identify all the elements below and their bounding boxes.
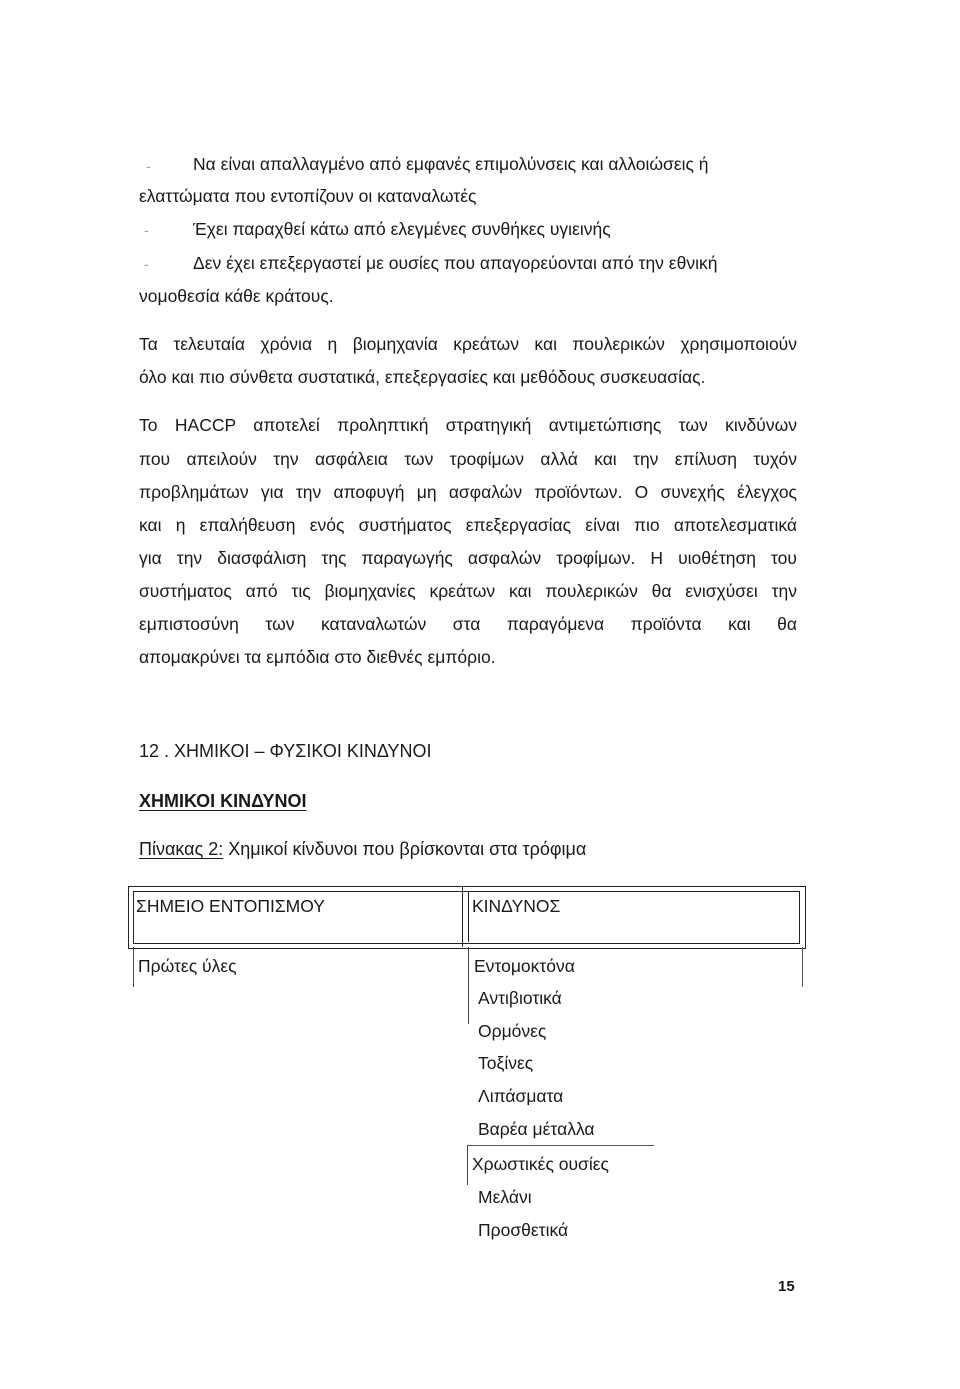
table-divider [468,891,469,942]
table-caption-label: Πίνακας 2: [139,839,224,859]
page-number: 15 [778,1278,795,1295]
table-column-divider [468,947,469,1024]
paragraph-line: Τα τελευταία χρόνια η βιομηχανία κρεάτων και πουλερικών χρησιμοποιούν [139,334,797,354]
bullet-line: Δεν έχει επεξεργαστεί με ουσίες που απαγορεύονται από την εθνική [193,253,718,273]
table-caption-text: Χημικοί κίνδυνοι που βρίσκονται στα τρόφιμα [223,839,587,859]
paragraph-line: Το HACCP αποτελεί προληπτική στρατηγική αντιμετώπισης των κινδύνων [139,415,797,435]
hazard-item: Βαρέα μέταλλα [478,1119,595,1139]
paragraph-line: που απειλούν την ασφάλεια των τροφίμων αλλά και την επίλυση τυχόν [139,449,797,469]
hazard-item: Τοξίνες [478,1053,534,1073]
paragraph-line: για την διασφάλιση της παραγωγής ασφαλών τροφίμων. Η υιοθέτηση του [139,548,797,568]
hazard-item: Μελάνι [478,1187,532,1207]
bullet-line: Να είναι απαλλαγμένο από εμφανές επιμολύνσεις και αλλοιώσεις ή [193,154,709,174]
paragraph-line: και η επαλήθευση ενός συστήματος επεξεργασίας είναι πιο αποτελεσματικά [139,515,797,535]
section-heading: 12 . ΧΗΜΙΚΟΙ – ΦΥΣΙΚΟΙ ΚΙΝΔΥΝΟΙ [139,741,432,761]
hazard-item: Χρωστικές ουσίες [472,1154,609,1174]
bullet-line: νομοθεσία κάθε κράτους. [139,286,334,306]
bullet-line: Έχει παραχθεί κάτω από ελεγμένες συνθήκες υγιεινής [193,219,611,239]
hazard-item: Ορμόνες [478,1021,547,1041]
table-divider [462,886,463,947]
table-column-divider [467,1145,468,1185]
bullet-dash: - [144,256,149,272]
hazard-item: Προσθετικά [478,1220,569,1240]
paragraph-line: όλο και πιο σύνθετα συστατικά, επεξεργασίες και μεθόδους συσκευασίας. [139,367,706,387]
table-left-border [133,947,134,987]
hazard-item: Αντιβιοτικά [478,988,562,1008]
subheading: ΧΗΜΙΚΟΙ ΚΙΝΔΥΝΟΙ [139,791,307,811]
table-caption [139,838,586,860]
hazard-item: Λιπάσματα [478,1086,564,1106]
paragraph-line: εμπιστοσύνη των καταναλωτών στα παραγόμενα προϊόντα και θα [139,614,797,634]
paragraph-line: απομακρύνει τα εμπόδια στο διεθνές εμπόριο. [139,647,496,667]
paragraph-line: συστήματος από τις βιομηχανίες κρεάτων και πουλερικών θα ενισχύσει την [139,581,797,601]
bullet-dash: - [144,222,149,238]
table-row-label: Πρώτες ύλες [138,956,237,976]
paragraph-line: προβλημάτων για την αποφυγή μη ασφαλών προϊόντων. Ο συνεχής έλεγχος [139,482,797,502]
hazard-item: Εντομοκτόνα [474,956,575,976]
table-row-separator [468,1145,654,1146]
table-right-border [802,947,803,987]
bullet-dash: - [146,158,151,174]
table-header-location: ΣΗΜΕΙΟ ΕΝΤΟΠΙΣΜΟΥ [136,896,325,916]
bullet-line: ελαττώματα που εντοπίζουν οι καταναλωτές [139,186,477,206]
table-header-hazard: ΚΙΝΔΥΝΟΣ [472,896,561,916]
